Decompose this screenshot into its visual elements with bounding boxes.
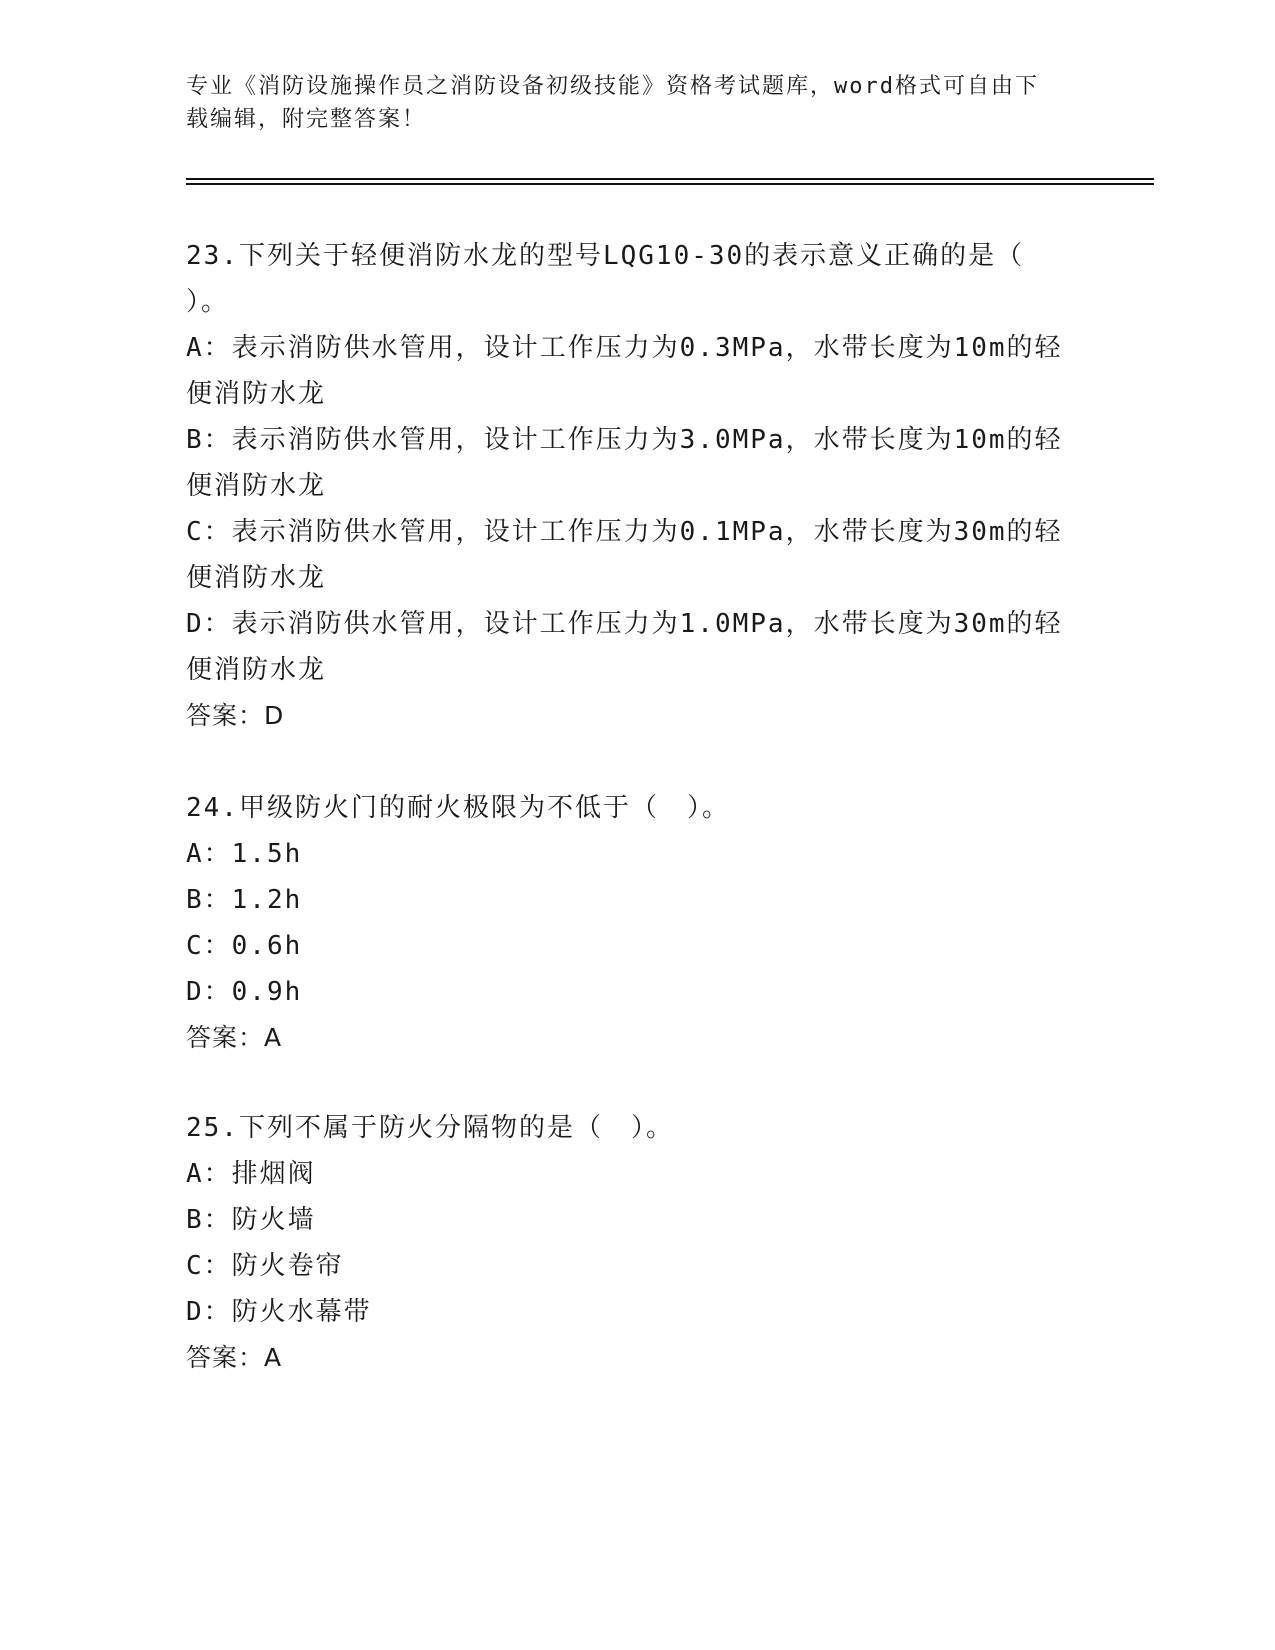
question-stem-line: ）。 [186,287,230,317]
answer-label: 答案：A [186,1343,283,1372]
option-c-line: C：0.6h [186,931,303,961]
header-rule-top [186,178,1154,180]
option-b-line: B：表示消防供水管用，设计工作压力为3.0MPa，水带长度为10m的轻 [186,425,1063,455]
option-d-line: D：0.9h [186,977,303,1007]
answer-label: 答案：D [186,701,285,730]
option-a-line: A：1.5h [186,839,303,869]
question-23 [186,233,1086,739]
question-stem-line: 25.下列不属于防火分隔物的是（ ）。 [186,1113,674,1143]
option-c-line: 便消防水龙 [186,563,327,593]
option-b-line: B：防火墙 [186,1205,316,1235]
option-c-line: C：表示消防供水管用，设计工作压力为0.1MPa，水带长度为30m的轻 [186,517,1063,547]
option-a-line: 便消防水龙 [186,379,327,409]
question-25 [186,1105,1086,1381]
option-b-line: 便消防水龙 [186,471,327,501]
option-d-line: D：表示消防供水管用，设计工作压力为1.0MPa，水带长度为30m的轻 [186,609,1063,639]
option-d-line: D：防火水幕带 [186,1297,372,1327]
header-line-1: 专业《消防设施操作员之消防设备初级技能》资格考试题库，word格式可自由下 [186,74,1039,99]
answer-label: 答案：A [186,1023,283,1052]
header-line-2: 载编辑，附完整答案！ [186,107,427,132]
option-a-line: A：表示消防供水管用，设计工作压力为0.3MPa，水带长度为10m的轻 [186,333,1063,363]
option-c-line: C：防火卷帘 [186,1251,344,1281]
question-24 [186,785,1086,1061]
question-stem-line: 23.下列关于轻便消防水龙的型号LQG10-30的表示意义正确的是（ [186,241,1025,271]
option-b-line: B：1.2h [186,885,303,915]
question-stem-line: 24.甲级防火门的耐火极限为不低于（ ）。 [186,793,730,823]
option-a-line: A：排烟阀 [186,1159,316,1189]
header-rule-bottom [186,183,1154,185]
option-d-line: 便消防水龙 [186,655,327,685]
document-header [186,70,1066,136]
